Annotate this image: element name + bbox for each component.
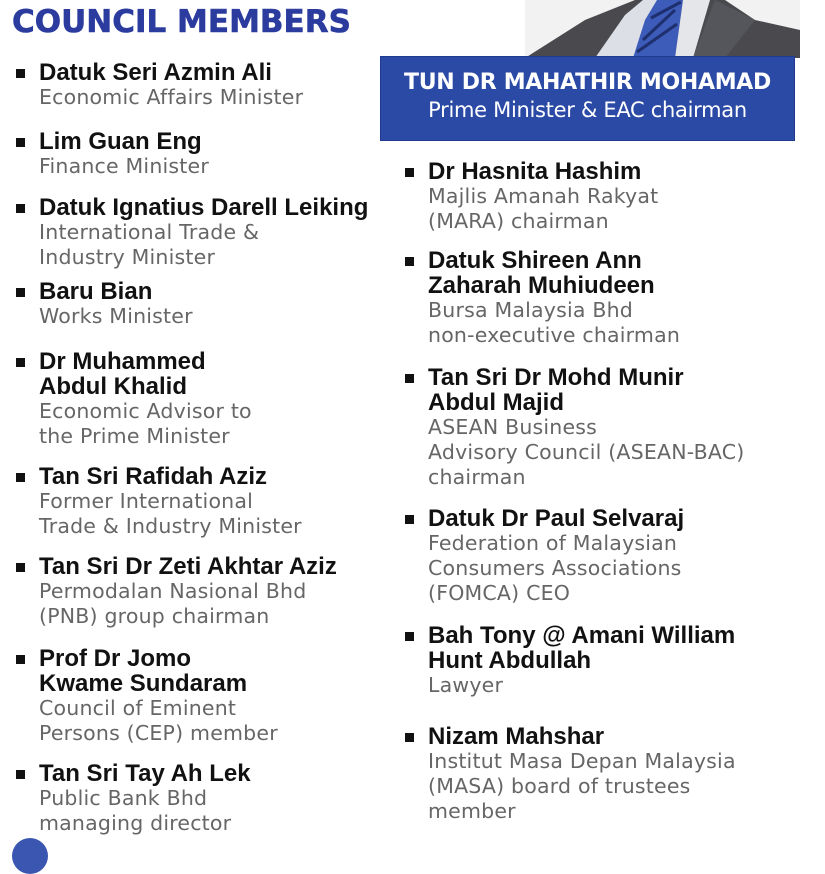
chairman-photo bbox=[525, 0, 800, 58]
list-item bbox=[16, 129, 209, 179]
member-name: Nizam Mahshar bbox=[428, 723, 605, 750]
bullet-icon bbox=[405, 632, 414, 641]
decorative-circle-icon bbox=[12, 838, 48, 874]
member-role: Institut Masa Depan Malaysia (MASA) board of trustees member bbox=[428, 749, 736, 823]
member-name: Tan Sri Dr Mohd Munir Abdul Majid bbox=[428, 364, 684, 416]
member-role: Permodalan Nasional Bhd (PNB) group chairman bbox=[39, 579, 307, 628]
bullet-icon bbox=[16, 473, 25, 482]
member-name: Dr Muhammed Abdul Khalid bbox=[39, 348, 206, 400]
member-role: Council of Eminent Persons (CEP) member bbox=[39, 696, 278, 745]
member-name: Datuk Seri Azmin Ali bbox=[39, 59, 272, 86]
bullet-icon bbox=[16, 69, 25, 78]
member-role: ASEAN Business Advisory Council (ASEAN-BAC) chairman bbox=[428, 415, 745, 489]
member-name: Dr Hasnita Hashim bbox=[428, 158, 642, 185]
chairman-name: TUN DR MAHATHIR MOHAMAD bbox=[404, 70, 771, 95]
member-name: Bah Tony @ Amani William Hunt Abdullah bbox=[428, 622, 736, 674]
list-item bbox=[405, 248, 680, 348]
list-item bbox=[405, 623, 735, 698]
member-role: Lawyer bbox=[428, 673, 504, 697]
list-item bbox=[16, 464, 302, 539]
member-role: Finance Minister bbox=[39, 154, 209, 178]
member-name: Tan Sri Dr Zeti Akhtar Aziz bbox=[39, 553, 337, 580]
member-role: Public Bank Bhd managing director bbox=[39, 786, 232, 835]
member-role: Majlis Amanah Rakyat (MARA) chairman bbox=[428, 184, 659, 233]
member-name: Datuk Shireen Ann Zaharah Muhiudeen bbox=[428, 247, 655, 299]
bullet-icon bbox=[16, 770, 25, 779]
bullet-icon bbox=[405, 168, 414, 177]
member-role: International Trade & Industry Minister bbox=[39, 220, 260, 269]
list-item bbox=[405, 159, 658, 234]
member-role: Federation of Malaysian Consumers Associations (FOMCA) CEO bbox=[428, 531, 682, 605]
list-item bbox=[405, 724, 736, 824]
bullet-icon bbox=[405, 515, 414, 524]
bullet-icon bbox=[16, 288, 25, 297]
bullet-icon bbox=[16, 204, 25, 213]
list-item bbox=[16, 349, 252, 449]
member-name: Lim Guan Eng bbox=[39, 128, 202, 155]
list-item bbox=[16, 761, 251, 836]
member-role: Economic Advisor to the Prime Minister bbox=[39, 399, 252, 448]
list-item bbox=[16, 646, 278, 746]
bullet-icon bbox=[405, 374, 414, 383]
member-name: Datuk Ignatius Darell Leiking bbox=[39, 194, 369, 221]
bullet-icon bbox=[16, 138, 25, 147]
list-item bbox=[16, 279, 193, 329]
member-name: Tan Sri Rafidah Aziz bbox=[39, 463, 268, 490]
bullet-icon bbox=[405, 257, 414, 266]
list-item bbox=[405, 365, 744, 490]
member-role: Former International Trade & Industry Minister bbox=[39, 489, 302, 538]
member-name: Datuk Dr Paul Selvaraj bbox=[428, 505, 685, 532]
member-role: Economic Affairs Minister bbox=[39, 85, 304, 109]
member-name: Tan Sri Tay Ah Lek bbox=[39, 760, 251, 787]
bullet-icon bbox=[16, 358, 25, 367]
list-item bbox=[16, 60, 303, 110]
member-role: Works Minister bbox=[39, 304, 193, 328]
member-name: Prof Dr Jomo Kwame Sundaram bbox=[39, 645, 248, 697]
bullet-icon bbox=[405, 733, 414, 742]
chairman-role: Prime Minister & EAC chairman bbox=[428, 98, 747, 122]
list-item bbox=[405, 506, 684, 606]
chairman-box bbox=[380, 56, 795, 141]
list-item bbox=[16, 195, 368, 270]
bullet-icon bbox=[16, 655, 25, 664]
member-name: Baru Bian bbox=[39, 278, 153, 305]
list-item bbox=[16, 554, 337, 629]
member-role: Bursa Malaysia Bhd non-executive chairman bbox=[428, 298, 681, 347]
bullet-icon bbox=[16, 563, 25, 572]
page-title: COUNCIL MEMBERS bbox=[12, 4, 351, 40]
